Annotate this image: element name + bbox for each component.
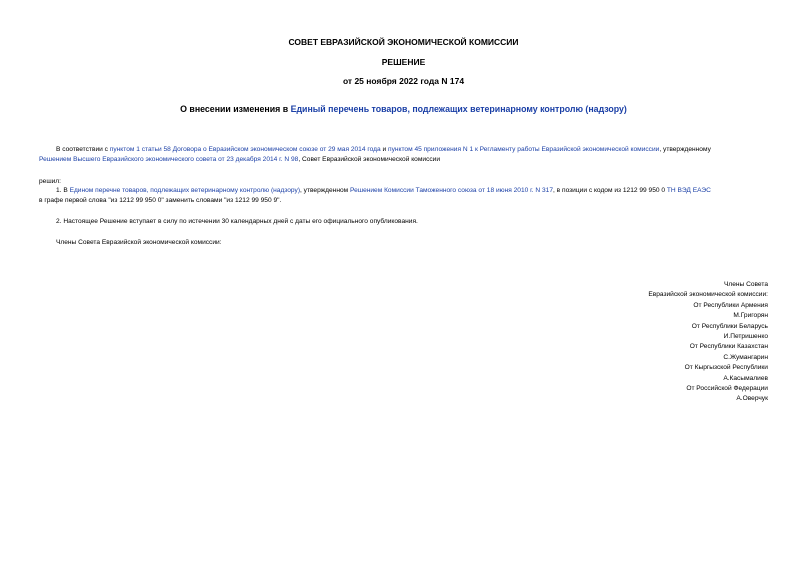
preamble-text-3: , утвержденному (659, 146, 711, 153)
item-2: 2. Настоящее Решение вступает в силу по истечении 30 календарных дней с даты его официального опубликования. (56, 218, 418, 225)
link-supreme-council-decision[interactable]: Решением Высшего Евразийского экономического совета от 23 декабря 2014 г. N 98 (39, 156, 299, 163)
preamble-line-1 (56, 145, 711, 155)
doc-type-heading: РЕШЕНИЕ (381, 57, 426, 67)
item-1-line-2: в графе первой слова "из 1212 99 950 0" заменить словами "из 1212 99 950 9". (39, 197, 282, 204)
signature-line: А.Оверчук (736, 395, 768, 403)
preamble-text-2: и (380, 146, 388, 153)
link-unified-list[interactable]: Едином перечне товаров, подлежащих ветеринарному контролю (надзору) (69, 187, 301, 194)
title-prefix: О внесении изменения в (180, 104, 291, 114)
signature-line: М.Григорян (733, 312, 768, 320)
preamble-text-1: В соответствии с (56, 146, 110, 153)
preamble-text-4: , Совет Евразийской экономической комиссии (298, 156, 441, 163)
signature-line: И.Петришенко (723, 333, 768, 341)
signature-line: Евразийской экономической комиссии: (648, 291, 768, 299)
item-1-text-2: , утвержденном (300, 187, 350, 194)
signature-line: От Республики Армения (693, 301, 768, 309)
link-tn-ved[interactable]: ТН ВЭД ЕАЭС (666, 187, 711, 194)
link-treaty-article[interactable]: пунктом 1 статьи 58 Договора о Евразийском экономическом союзе от 29 мая 2014 года (109, 146, 381, 153)
council-heading: СОВЕТ ЕВРАЗИЙСКОЙ ЭКОНОМИЧЕСКОЙ КОМИССИИ (288, 37, 519, 47)
members-note: Члены Совета Евразийской экономической комиссии: (56, 239, 222, 246)
signature-line: От Республики Казахстан (689, 343, 768, 351)
date-number: от 25 ноября 2022 года N 174 (342, 76, 465, 86)
link-regulation-item[interactable]: пунктом 45 приложения N 1 к Регламенту работы Евразийской экономической комиссии (388, 146, 660, 153)
signature-block (648, 280, 768, 405)
item-1-line-1 (56, 186, 711, 196)
preamble-line-2 (39, 155, 440, 165)
item-1-text-3: , в позиции с кодом из 1212 99 950 0 (553, 187, 667, 194)
signature-line: А.Касымалиев (723, 374, 768, 382)
signature-line: От Республики Беларусь (691, 322, 768, 330)
link-customs-union-decision[interactable]: Решением Комиссии Таможенного союза от 18 июня 2010 г. N 317 (350, 187, 553, 194)
resolved-label: решил: (39, 178, 61, 185)
signature-line: С.Жумангарин (723, 353, 768, 361)
signature-line: Члены Совета (723, 281, 768, 288)
signature-line: От Кыргызской Республики (684, 364, 768, 372)
title-link[interactable]: Единый перечень товаров, подлежащих ветеринарному контролю (надзору) (290, 104, 627, 114)
document-title (0, 104, 807, 114)
signature-line: От Российской Федерации (686, 385, 768, 393)
item-1-text-1: 1. В (56, 187, 70, 194)
